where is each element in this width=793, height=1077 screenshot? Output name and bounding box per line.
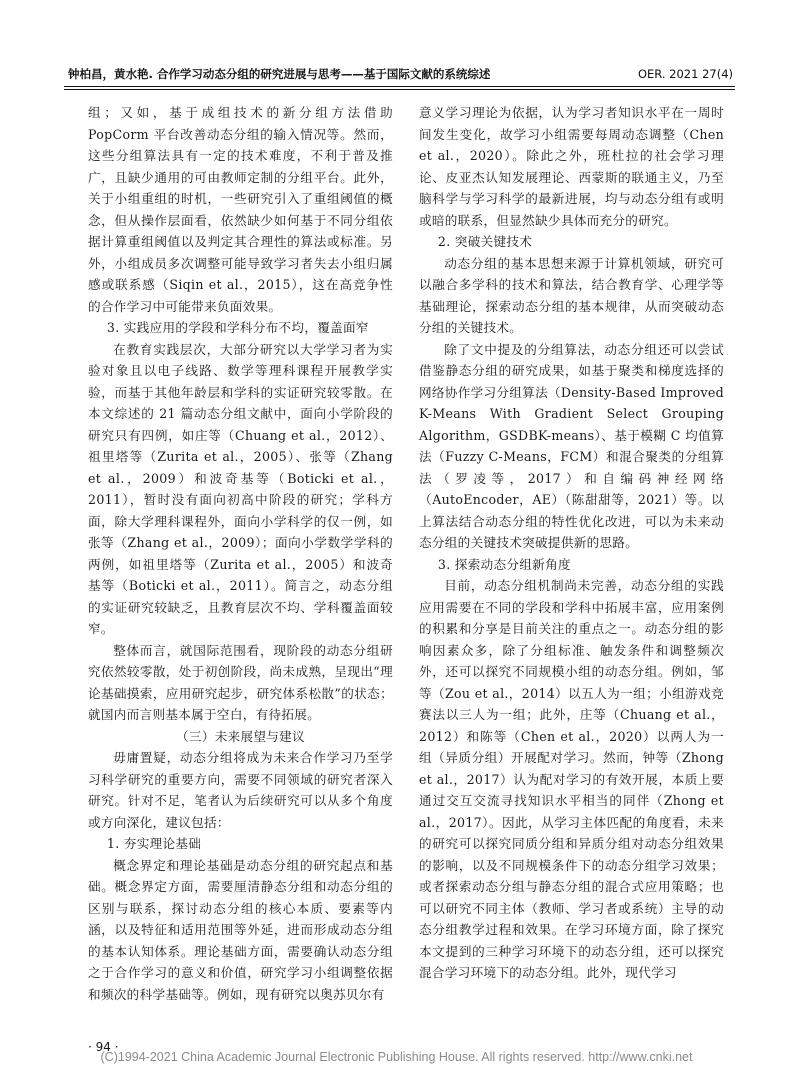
paragraph: 毋庸置疑，动态分组将成为未来合作学习乃至学习科学研究的重要方向，需要不同领域的研究者深入研究。针对不足，笔者认为后续研究可以从多个角度或方向深化，建议包括： [88,750,393,830]
subsection-heading: 2. 突破关键技术 [437,234,533,249]
paragraph: 在教育实践层次，大部分研究以大学学习者为实验对象且以电子线路、数学等理科课程开展教学实验，而基于其他年龄层和学科的实证研究较零散。在本文综述的 21 篇动态分组文献中，面向小学阶段的研究只有四例，如庄等（Chuang et al.，2012）、祖里塔等（Zurita et al.，2005）、张等（Zhang et al.，2009）和波奇基等（Boticki et al.，2011），暂时没有面向初高中阶段的研究；学科方面，除大学理科课程外，面向小学科学的仅一例，如张等（Zhang et al.，2009）；面向小学数学学科的两例，如祖里塔等（Zurita et al.，2005）和波奇基等（Boticki et al.，2011）。简言之，动态分组的实证研究较缺乏，且教育层次不均、学科覆盖面较窄。 [88,341,393,636]
running-title: 钟柏昌，黄水艳. 合作学习动态分组的研究进展与思考——基于国际文献的系统综述 [68,67,491,81]
header-rule-bottom [64,89,735,90]
paragraph: 目前，动态分组机制尚未完善，动态分组的实践应用需要在不同的学段和学科中拓展丰富，应用案例的积累和分享是目前关注的重点之一。动态分组的影响因素众多，除了分组标准、触发条件和调整频次外，还可以探究不同规模小组的动态分组。例如，邹等（Zou et al.，2014）以五人为一组；小组游戏竞赛法以三人为一组；此外，庄等（Chuang et al.，2012）和陈等（Chen et al.，2020）以两人为一组（异质分组）开展配对学习。然而，钟等（Zhong et al.，2017）认为配对学习的有效开展，本质上要通过交互交流寻找知识水平相当的同伴（Zhong et al.，2017）。因此，从学习主体匹配的角度看，未来的研究可以探究同质分组和异质分组对动态分组效果的影响，以及不同规模条件下的动态分组学习效果；或者探索动态分组与静态分组的混合式应用策略；也可以研究不同主体（教师、学习者或系统）主导的动态分组教学过程和效果。在学习环境方面，除了探究本文提到的三种学习环境下的动态分组，还可以探究混合学习环境下的动态分组。此外，现代学习 [419,578,724,980]
left-column [88,102,393,1005]
paragraph: 概念界定和理论基础是动态分组的研究起点和基础。概念界定方面，需要厘清静态分组和动态分组的区别与联系，探讨动态分组的核心本质、要素等内涵，以及特征和适用范围等外延，进而形成动态分组的基本认知体系。理论基础方面，需要确认动态分组之于合作学习的意义和价值，研究学习小组调整依据和频次的科学基础等。例如，现有研究以奥苏贝尔有 [88,857,393,1002]
paragraph: 意义学习理论为依据，认为学习者知识水平在一周时间发生变化，故学习小组需要每周动态调整（Chen et al.，2020）。除此之外，班杜拉的社会学习理论、皮亚杰认知发展理论、西蒙斯的联通主义，乃至脑科学与学习科学的最新进展，均与动态分组有或明或暗的联系，但显然缺少具体而充分的研究。 [419,105,724,228]
section-heading: 3. 实践应用的学段和学科分布不均，覆盖面窄 [106,320,369,335]
right-column [419,102,724,984]
paragraph: 组；又如，基于成组技术的新分组方法借助 PopCorm 平台改善动态分组的输入情况等。然而，这些分组算法具有一定的技术难度，不利于普及推广，且缺少通用的可由教师定制的分组平台。此外，关于小组重组的时机，一些研究引入了重组阈值的概念，但从操作层面看，依然缺少如何基于不同分组依据计算重组阈值以及判定其合理性的算法或标准。另外，小组成员多次调整可能导致学习者失去小组归属感或联系感（Siqin et al.，2015），这在高竞争性的合作学习中可能带来负面效果。 [88,105,393,314]
paragraph: 动态分组的基本思想来源于计算机领域，研究可以融合多学科的技术和算法，结合教育学、心理学等基础理论，探索动态分组的基本规律，从而突破动态分组的关键技术。 [419,255,724,335]
subsection-heading: 3. 探索动态分组新角度 [437,556,571,572]
copyright-footer: (C)1994-2021 China Academic Journal Electronic Publishing House. All rights reserved. http://www.cnki.net [100,1050,693,1064]
subsection-heading: 1. 夯实理论基础 [106,836,202,851]
paragraph: 除了文中提及的分组算法，动态分组还可以尝试借鉴静态分组的研究成果，如基于聚类和梯度选择的网络协作学习分组算法（Density-Based Improved K-Means With Gradient Select Grouping Algorithm，GSDBK-means）、基于模糊 C 均值算法（Fuzzy C-Means，FCM）和混合聚类的分组算法（罗凌等，2017）和自编码神经网络（AutoEncoder，AE）（陈甜甜等，2021）等。以上算法结合动态分组的特性优化改进，可以为未来动态分组的关键技术突破提供新的思路。 [419,341,724,550]
running-header [68,66,733,82]
page-number: · 94 · [88,1040,119,1054]
header-rule-top [64,86,735,87]
section-heading: （三）未来展望与建议 [176,728,305,744]
paragraph: 整体而言，就国际范围看，现阶段的动态分组研究依然较零散，处于初创阶段，尚未成熟，呈现出“理论基础摸索，应用研究起步，研究体系松散”的状态；就国内而言则基本属于空白，有待拓展。 [88,642,393,722]
journal-reference: OER. 2021 27(4) [637,67,733,81]
